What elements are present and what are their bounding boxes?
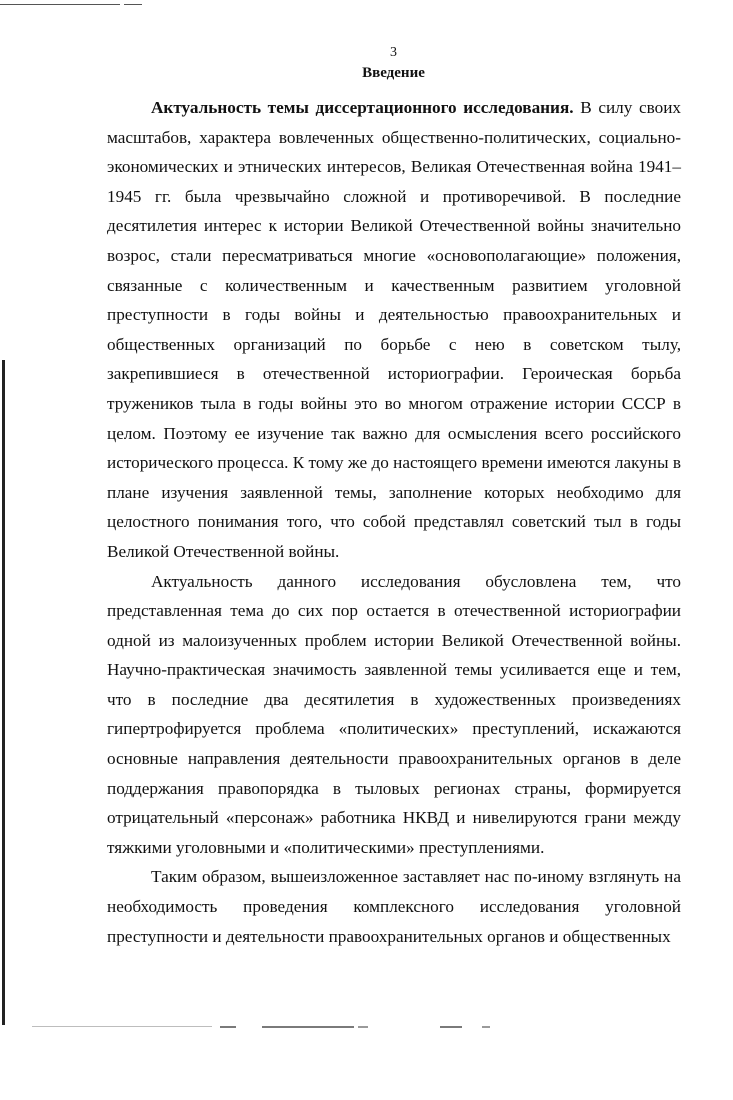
paragraph-conclusion [107, 862, 681, 951]
paragraph-research-relevance [107, 567, 681, 863]
scan-bottom-mark [440, 1026, 462, 1028]
section-title: Введение [362, 65, 425, 81]
scan-binding-edge [2, 360, 5, 1025]
scan-bottom-mark [358, 1026, 368, 1028]
paragraph-text: В силу своих масштабов, характера вовлеченных общественно-политических, социально-экономических и этнических интересов, Великая Отечественная война 1941–1945 гг. была чрезвычайно сложной и противоречивой. В последние десятилетия интерес к истории Великой Отечественной войны значительно возрос, стали пересматриваться многие «основополагающие» положения, связанные с количественным и качественным развитием уголовной преступности в годы войны и деятельностью правоохранительных и общественных организаций по борьбе с нею в советском тылу, закрепившиеся в отечественной историографии. Героическая борьба тружеников тыла в годы войны это во многом отражение истории СССР в целом. Поэтому ее изучение так важно для осмысления всего российского исторического процесса. К тому же до настоящего времени имеются лакуны в плане изучения заявленной темы, заполнение которых необходимо для целостного понимания того, что собой представлял советский тыл в годы Великой Отечественной войны. [107, 98, 681, 561]
paragraph-text: Актуальность данного исследования обусловлена тем, что представленная тема до сих пор остается в отечественной историографии одной из малоизученных проблем истории Великой Отечественной войны. Научно-практическая значимость заявленной темы усиливается еще и тем, что в последние два десятилетия в художественных произведениях гипертрофируется проблема «политических» преступлений, искажаются основные направления деятельности правоохранительных органов в деле поддержания правопорядка в тыловых регионах страны, формируется отрицательный «персонаж» работника НКВД и нивелируются грани между тяжкими уголовными и «политическими» преступлениями. [107, 571, 681, 857]
scan-edge-mark [124, 4, 142, 5]
paragraph-relevance [107, 93, 681, 567]
paragraph-text: Таким образом, вышеизложенное заставляет нас по-иному взглянуть на необходимость проведения комплексного исследования уголовной преступности и деятельности правоохранительных органов и общественных [107, 867, 681, 946]
scan-bottom-mark [262, 1026, 354, 1028]
scan-bottom-mark [32, 1026, 212, 1027]
scan-bottom-mark [482, 1026, 490, 1028]
paragraph-lead-in: Актуальность темы диссертационного исследования. [151, 98, 574, 117]
scan-edge-mark [0, 4, 120, 5]
scan-bottom-mark [220, 1026, 236, 1028]
page-number: 3 [390, 45, 397, 60]
document-body [107, 93, 681, 951]
